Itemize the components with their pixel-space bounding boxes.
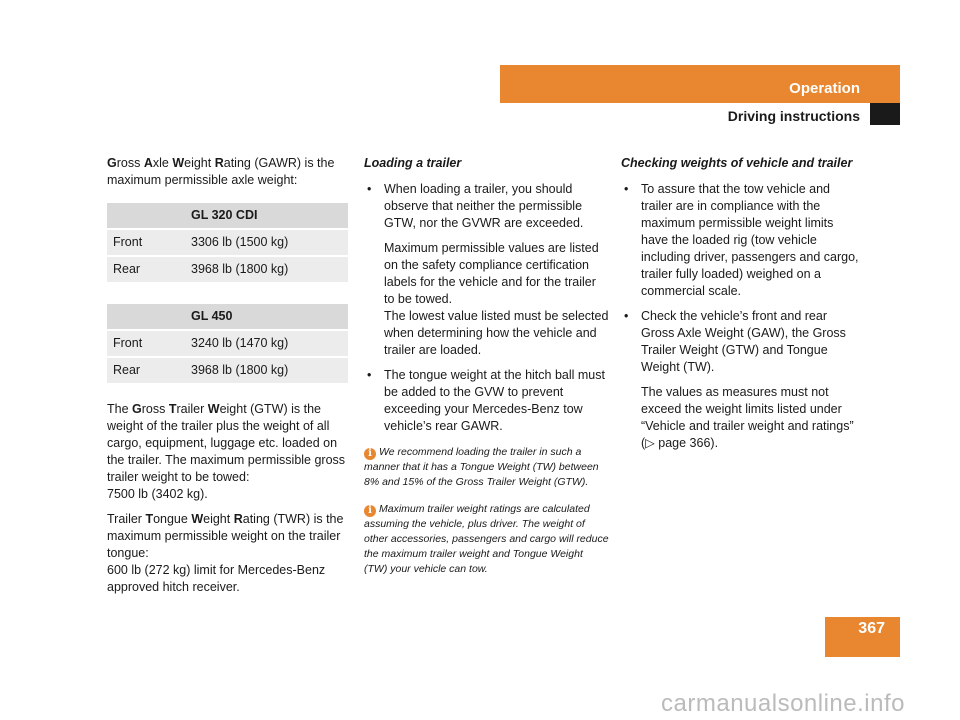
subsection-title: Driving instructions <box>727 108 860 124</box>
row-value: 3306 lb (1500 kg) <box>185 229 348 256</box>
table-row <box>107 357 348 383</box>
row-value: 3240 lb (1470 kg) <box>185 330 348 357</box>
info-note <box>364 445 609 490</box>
indented-paragraph: The values as measures must not exceed the weight limits listed under “Vehicle and trailer weight and ratings” (▷ page 366). <box>641 385 854 450</box>
table-header-row <box>107 203 348 229</box>
info-icon: i <box>364 505 376 517</box>
table-row <box>107 229 348 256</box>
bullet-item: • To assure that the tow vehicle and trailer are in compliance with the maximum permissible weight limits have the loaded rig (tow vehicle including driver, passengers and cargo, trailer fully loaded) weighed on a commercial scale. <box>621 181 861 300</box>
bullet-item: • Check the vehicle’s front and rear Gross Axle Weight (GAW), the Gross Trailer Weight (GTW) and Tongue Weight (TW). <box>621 308 861 376</box>
row-label: Rear <box>107 357 185 383</box>
page-number: 367 <box>858 620 885 637</box>
row-label: Front <box>107 330 185 357</box>
info-note <box>364 502 609 577</box>
indented-paragraph: Maximum permissible values are listed on the safety compliance certification labels for the vehicle and for the trailer to be towed. The lowest value listed must be selected when determining how the vehicle and trailer are loaded. <box>384 241 609 357</box>
spec-table-gl450 <box>107 304 348 383</box>
column-middle <box>364 155 609 589</box>
row-label: Rear <box>107 256 185 282</box>
table-header-row <box>107 304 348 330</box>
row-value: 3968 lb (1800 kg) <box>185 357 348 383</box>
gtw-value: 7500 lb (3402 kg). <box>107 487 208 501</box>
info-icon: i <box>364 448 376 460</box>
twr-paragraph: Trailer Tongue Weight Rating (TWR) is the maximum permissible weight on the trailer tongue: 600 lb (272 kg) limit for Mercedes-Benz approved hitch receiver. <box>107 512 344 594</box>
row-value: 3968 lb (1800 kg) <box>185 256 348 282</box>
page-ref-arrow-icon: ▷ <box>645 436 655 450</box>
gawr-intro: Gross Axle Weight Rating (GAWR) is the maximum permissible axle weight: <box>107 156 335 187</box>
note-text: Maximum trailer weight ratings are calculated assuming the vehicle, plus driver. The weight of other accessories, passengers and cargo will reduce the maximum trailer weight and Tongue Weight (TW) your vehicle can tow. <box>364 503 609 575</box>
bullet-item: • When loading a trailer, you should observe that neither the permissible GTW, nor the GVWR are exceeded. <box>364 181 609 232</box>
gtw-paragraph: The Gross Trailer Weight (GTW) is the weight of the trailer plus the weight of all cargo, equipment, luggage etc. loaded on the trailer. The maximum permissible gross trailer weight to be towed: 7500 lb (3402 kg). <box>107 402 346 501</box>
axle-weight-tables <box>107 203 352 383</box>
spec-table-gl320cdi <box>107 203 348 282</box>
checking-heading: Checking weights of vehicle and trailer <box>621 156 853 170</box>
column-right <box>621 155 861 460</box>
loading-heading: Loading a trailer <box>364 156 462 170</box>
page-reference[interactable]: page 366). <box>654 436 719 450</box>
table-row <box>107 330 348 357</box>
header-tab-marker <box>870 103 900 125</box>
bullet-item: • The tongue weight at the hitch ball must be added to the GVW to prevent exceeding your Mercedes-Benz tow vehicle’s rear GAWR. <box>364 367 609 435</box>
table-title: GL 450 <box>185 304 348 330</box>
twr-value: 600 lb (272 kg) limit for Mercedes-Benz approved hitch receiver. <box>107 563 326 594</box>
watermark: carmanualsonline.info <box>661 690 905 717</box>
table-row <box>107 256 348 282</box>
section-title: Operation <box>789 80 860 97</box>
row-label: Front <box>107 229 185 256</box>
table-title: GL 320 CDI <box>185 203 348 229</box>
note-text: We recommend loading the trailer in such a manner that it has a Tongue Weight (TW) between 8% and 15% of the Gross Trailer Weight (GTW). <box>364 446 599 488</box>
column-left <box>107 155 352 604</box>
